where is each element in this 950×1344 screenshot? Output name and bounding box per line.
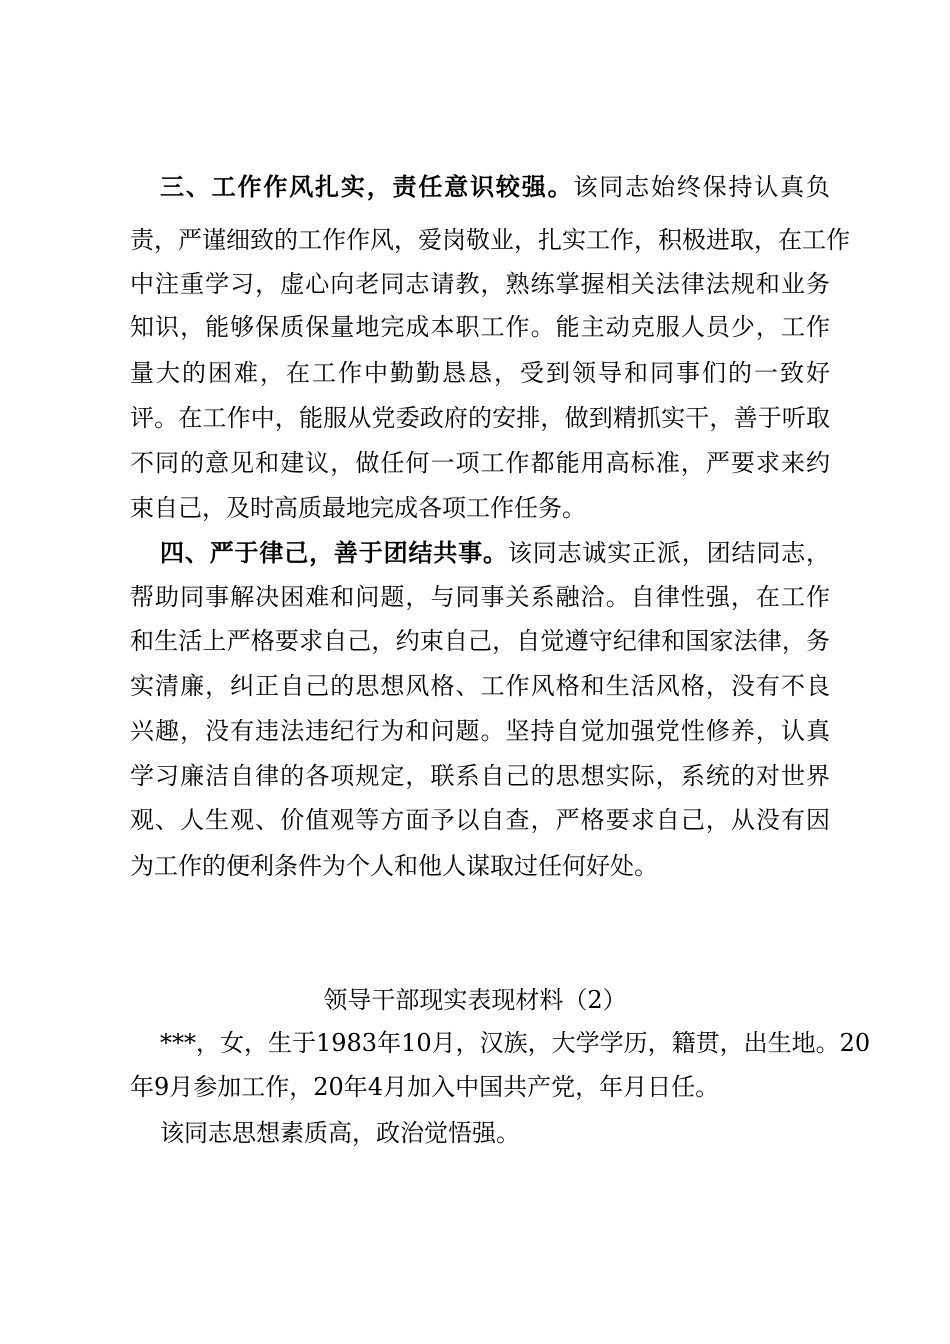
paragraph-text: 该同志诚实正派，团结同志， — [507, 539, 831, 567]
paragraph-line: 实清廉，纠正自己的思想风格、工作风格和生活风格，没有不良 — [130, 672, 830, 700]
paragraph-line: 为工作的便利条件为个人和他人谋取过任何好处。 — [130, 852, 658, 880]
section-3-heading: 三、工作作风扎实，责任意识较强。 — [160, 172, 574, 201]
paragraph-text: 该同志始终保持认真负 — [573, 173, 831, 201]
section-4-heading: 四、严于律己，善于团结共事。 — [160, 538, 508, 567]
paragraph-line — [160, 531, 830, 575]
paragraph-line: 和生活上严格要求自己，约束自己，自觉遵守纪律和国家法律，务 — [130, 627, 830, 655]
paragraph-line: 观、人生观、价值观等方面予以自查，严格要求自己，从没有因 — [130, 806, 830, 834]
paragraph-line: ***，女，生于1983年10月，汉族，大学学历，籍贯，出生地。20 — [160, 1029, 871, 1057]
paragraph-line — [160, 165, 830, 209]
paragraph-line: 束自己，及时高质最地完成各项工作任务。 — [130, 494, 586, 522]
paragraph-line: 责，严谨细致的工作作风，爱岗敬业，扎实工作，积极进取，在工作 — [130, 226, 850, 254]
document-2-title: 领导干部现实表现材料（2） — [323, 986, 627, 1014]
paragraph-line: 学习廉洁自律的各项规定，联系自己的思想实际，系统的对世界 — [130, 762, 830, 790]
paragraph-line: 量大的困难，在工作中勤勤恳恳，受到领导和同事们的一致好 — [130, 359, 830, 387]
paragraph-line: 年9月参加工作，20年4月加入中国共产党，年月日任。 — [130, 1073, 720, 1101]
paragraph-line: 兴趣，没有违法违纪行为和问题。坚持自觉加强党性修养，认真 — [130, 717, 830, 745]
paragraph-line: 评。在工作中，能服从党委政府的安排，做到精抓实干，善于听取 — [130, 404, 830, 432]
paragraph-line: 不同的意见和建议，做任何一项工作都能用高标准，严要求来约 — [130, 449, 830, 477]
paragraph-line: 帮助同事解决困难和问题，与同事关系融洽。自律性强，在工作 — [130, 583, 830, 611]
paragraph-line: 中注重学习，虚心向老同志请教，熟练掌握相关法律法规和业务 — [130, 270, 830, 298]
paragraph-line: 知识，能够保质保量地完成本职工作。能主动克服人员少，工作 — [130, 313, 830, 341]
paragraph-line: 该同志思想素质高，政治觉悟强。 — [160, 1119, 520, 1147]
